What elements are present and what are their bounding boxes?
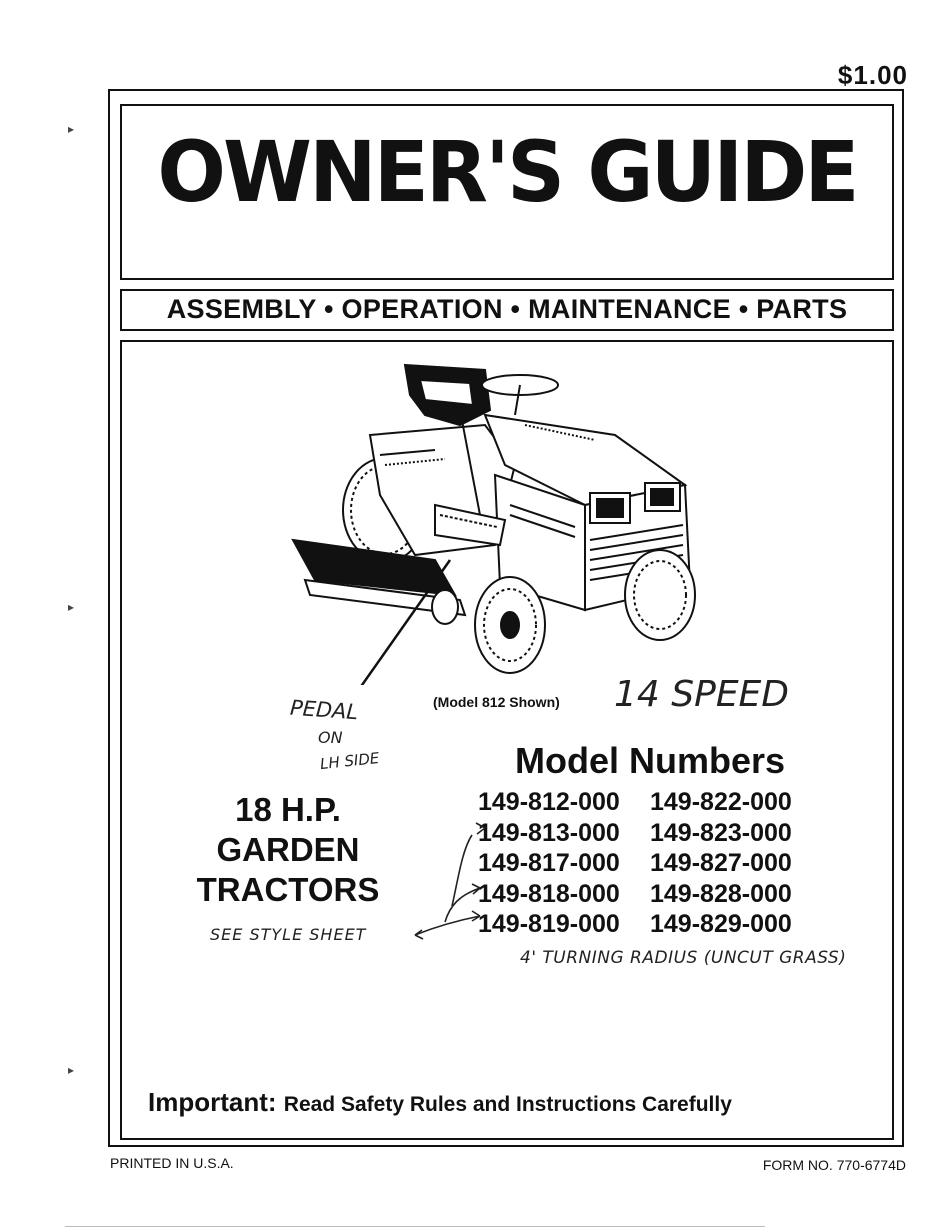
model-row <box>478 787 792 818</box>
scan-mark: ▸ <box>68 122 75 136</box>
model-row <box>478 848 792 879</box>
product-line-tractors: TRACTORS <box>196 871 380 908</box>
scan-mark: ▸ <box>68 1063 75 1077</box>
model-row <box>478 909 792 940</box>
handwritten-style-sheet-note: SEE STYLE SHEET <box>210 925 367 944</box>
section-banner: ASSEMBLY • OPERATION • MAINTENANCE • PARTS <box>166 294 848 324</box>
model-number: 149-817-000 <box>478 849 620 877</box>
model-row <box>478 818 792 849</box>
handwritten-speed-note: 14 SPEED <box>614 674 790 715</box>
handwritten-turning-note: 4' TURNING RADIUS (UNCUT GRASS) <box>520 948 847 968</box>
model-number: 149-818-000 <box>478 879 620 908</box>
safety-notice <box>148 1087 732 1118</box>
model-number: 149-812-000 <box>478 788 620 816</box>
important-text: Read Safety Rules and Instructions Carefully <box>283 1093 732 1116</box>
model-number: 149-827-000 <box>650 849 792 877</box>
scan-edge-line <box>65 1226 765 1227</box>
model-number: 149-822-000 <box>650 788 792 816</box>
tractor-illustration <box>285 355 715 685</box>
model-numbers-list <box>478 787 792 940</box>
image-caption: (Model 812 Shown) <box>433 694 560 710</box>
model-number: 149-813-000 <box>478 818 620 847</box>
model-numbers-heading: Model Numbers <box>515 740 786 781</box>
product-description <box>180 790 396 910</box>
price-label: $1.00 <box>837 60 908 90</box>
model-number: 149-829-000 <box>650 910 792 938</box>
important-label: Important: <box>148 1087 277 1117</box>
model-row <box>478 879 792 910</box>
product-line-garden: GARDEN <box>216 831 360 868</box>
handwritten-pedal-note-line3: LH SIDE <box>319 748 381 774</box>
printed-in-label: PRINTED IN U.S.A. <box>110 1155 234 1171</box>
handwritten-arrows <box>400 810 500 945</box>
model-number: 149-823-000 <box>650 818 792 847</box>
product-line-hp: 18 H.P. <box>235 791 341 828</box>
handwritten-pedal-note-line2: ON <box>318 728 343 747</box>
form-number: FORM NO. 770-6774D <box>762 1157 906 1173</box>
page-title: OWNER'S GUIDE <box>157 123 857 221</box>
handwritten-pedal-note-line1: PEDAL <box>289 695 359 725</box>
scan-mark: ▸ <box>68 600 75 614</box>
model-number: 149-819-000 <box>478 910 620 938</box>
model-number: 149-828-000 <box>650 879 792 908</box>
